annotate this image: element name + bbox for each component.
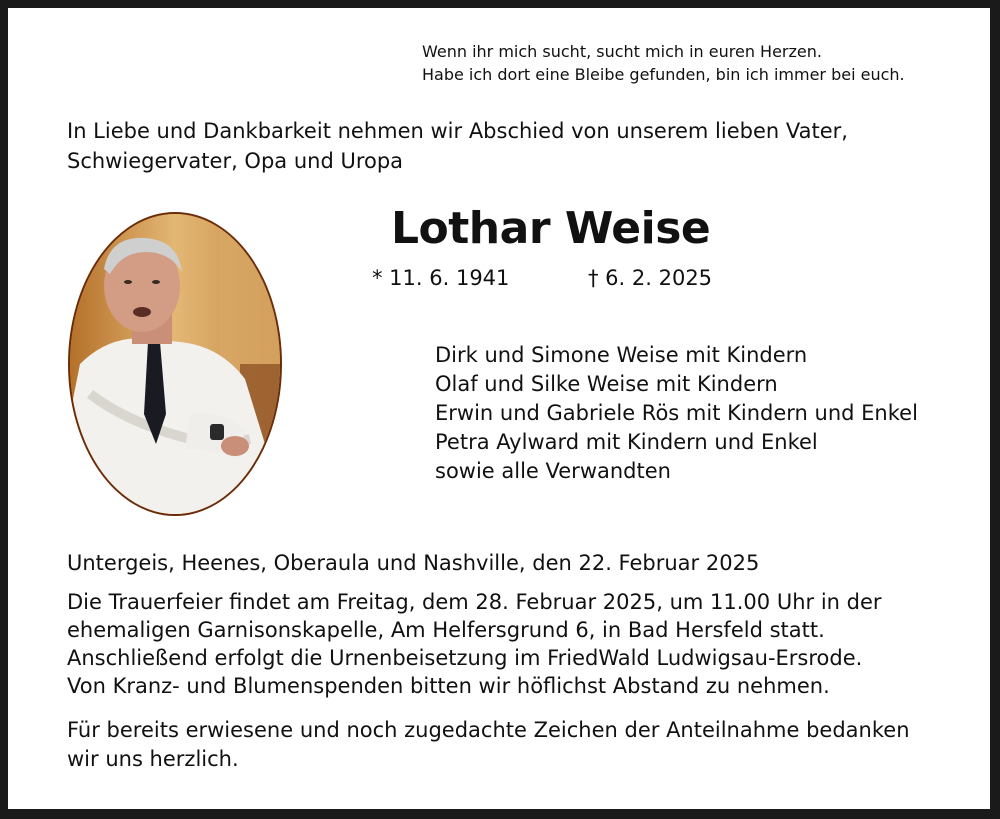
portrait-illustration (70, 214, 280, 514)
poem-line: Habe ich dort eine Bleibe gefunden, bin ich immer bei euch. (422, 65, 905, 84)
poem-line: Wenn ihr mich sucht, sucht mich in euren Herzen. (422, 42, 822, 61)
service-line: Die Trauerfeier findet am Freitag, dem 28. Februar 2025, um 11.00 Uhr in der (67, 590, 882, 614)
mourners-list (435, 341, 918, 486)
service-details (67, 588, 882, 700)
birth-date: * 11. 6. 1941 (372, 266, 510, 290)
thanks-note (67, 716, 910, 774)
service-line: Von Kranz- und Blumenspenden bitten wir höflichst Abstand zu nehmen. (67, 674, 830, 698)
mourner-line: Dirk und Simone Weise mit Kindern (435, 343, 808, 367)
obituary-card (8, 8, 990, 809)
deceased-name: Lothar Weise (391, 203, 711, 254)
service-line: ehemaligen Garnisonskapelle, Am Helfersgrund 6, in Bad Hersfeld statt. (67, 618, 825, 642)
mourner-line: Petra Aylward mit Kindern und Enkel (435, 430, 818, 454)
death-date: † 6. 2. 2025 (588, 266, 713, 290)
service-line: Anschließend erfolgt die Urnenbeisetzung im FriedWald Ludwigsau-Ersrode. (67, 646, 863, 670)
intro-line: Schwiegervater, Opa und Uropa (67, 149, 404, 173)
intro-text (67, 116, 848, 176)
place-and-date: Untergeis, Heenes, Oberaula und Nashville, den 22. Februar 2025 (67, 551, 760, 575)
thanks-line: Für bereits erwiesene und noch zugedachte Zeichen der Anteilnahme bedanken (67, 718, 910, 742)
mourner-line: Erwin und Gabriele Rös mit Kindern und Enkel (435, 401, 918, 425)
portrait-photo (68, 212, 282, 516)
mourner-line: sowie alle Verwandten (435, 459, 671, 483)
intro-line: In Liebe und Dankbarkeit nehmen wir Abschied von unserem lieben Vater, (67, 119, 848, 143)
poem-quote (422, 40, 905, 86)
thanks-line: wir uns herzlich. (67, 747, 239, 771)
mourner-line: Olaf und Silke Weise mit Kindern (435, 372, 778, 396)
